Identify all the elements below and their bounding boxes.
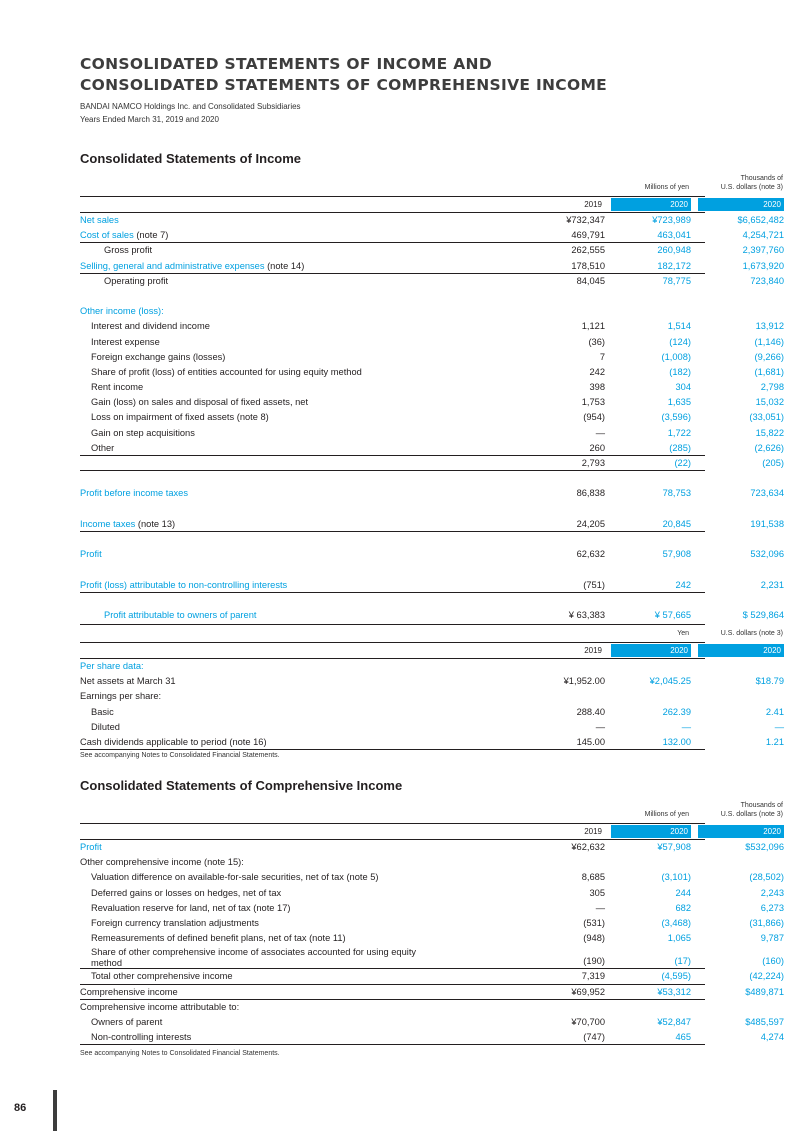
spacer — [80, 532, 705, 547]
table-row — [80, 274, 784, 289]
table-row — [80, 410, 784, 425]
value-2020-yen: ¥2,045.25 — [649, 676, 691, 687]
row-label: Profit — [80, 842, 102, 852]
value-2020-usd: 191,538 — [750, 518, 784, 529]
unit-millions-label: Millions of yen — [644, 811, 689, 818]
unit-usd-label: U.S. dollars (note 3) — [720, 630, 783, 638]
value-2020-yen: 242 — [675, 579, 691, 590]
value-2020-usd: 4,254,721 — [742, 230, 784, 241]
value-2019: (190) — [583, 956, 605, 967]
comprehensive-year-header — [80, 823, 781, 839]
value-2020-yen: (124) — [669, 336, 691, 347]
row-label: Per share data: — [80, 661, 144, 672]
year-2020-yen: 2020 — [611, 825, 691, 838]
value-2020-yen: ¥ 57,665 — [654, 609, 691, 620]
value-2019: 242 — [589, 366, 605, 377]
value-2020-yen: 78,775 — [662, 275, 691, 286]
value-2020-yen: (4,595) — [661, 971, 691, 982]
value-2019: (751) — [583, 579, 605, 590]
row-label — [80, 517, 175, 532]
value-2019: (747) — [583, 1032, 605, 1043]
value-2020-yen: ¥57,908 — [657, 842, 691, 852]
value-2020-usd: $6,652,482 — [737, 215, 784, 225]
value-2020-yen: (285) — [669, 442, 691, 453]
value-2019: ¥732,347 — [566, 215, 605, 225]
income-year-header — [80, 196, 781, 212]
value-2020-yen: 132.00 — [662, 737, 691, 747]
table-row — [80, 380, 784, 395]
value-2019: 305 — [589, 887, 605, 898]
value-2020-yen: 1,722 — [667, 427, 691, 438]
table-row — [80, 735, 784, 750]
income-section-title: Consolidated Statements of Income — [80, 151, 302, 166]
table-row — [80, 855, 705, 870]
row-label: Other comprehensive income (note 15): — [80, 857, 244, 868]
value-2019: 2,793 — [581, 458, 605, 468]
value-2020-usd: $485,597 — [745, 1016, 784, 1027]
row-label: Basic — [91, 706, 114, 717]
value-2019: — — [595, 427, 605, 438]
value-2019: (531) — [583, 917, 605, 928]
value-2020-usd: (31,866) — [749, 917, 784, 928]
value-2019: ¥1,952.00 — [563, 676, 605, 687]
row-label: Profit — [80, 549, 102, 560]
comprehensive-section-title: Consolidated Statements of Comprehensive Income — [80, 778, 403, 793]
table-row — [80, 441, 784, 456]
row-label: Comprehensive income — [80, 986, 178, 997]
row-label: Interest and dividend income — [91, 321, 210, 332]
row-label: Gain on step acquisitions — [91, 427, 195, 438]
value-2019: 7,319 — [581, 971, 605, 982]
value-2020-usd: $ 529,864 — [742, 609, 784, 620]
row-label: Foreign currency translation adjustments — [91, 917, 259, 928]
table-row — [80, 705, 784, 720]
footnote: See accompanying Notes to Consolidated Financial Statements. — [80, 752, 280, 759]
value-2020-yen: (3,101) — [661, 872, 691, 883]
row-label: Total other comprehensive income — [91, 971, 233, 982]
value-2020-usd: (205) — [762, 458, 784, 468]
table-row — [80, 517, 784, 532]
row-label: Other — [91, 442, 115, 453]
value-2020-usd: 2,243 — [760, 887, 784, 898]
value-2019: 178,510 — [571, 260, 605, 271]
row-label: Net sales — [80, 215, 119, 225]
value-2020-usd: 4,274 — [760, 1032, 784, 1043]
table-row — [80, 335, 784, 350]
value-2020-usd: 15,822 — [755, 427, 784, 438]
value-2020-yen: ¥723,989 — [652, 215, 691, 225]
table-row — [80, 365, 784, 380]
value-2020-usd: 723,840 — [750, 275, 784, 286]
value-2019: 84,045 — [576, 275, 605, 286]
title-line-2: CONSOLIDATED STATEMENTS OF COMPREHENSIVE INCOME — [80, 76, 608, 94]
value-2019: ¥70,700 — [571, 1016, 605, 1027]
row-label: Operating profit — [104, 275, 169, 286]
table-row — [80, 304, 705, 319]
year-2020-yen: 2020 — [611, 644, 691, 657]
table-row — [80, 946, 784, 969]
unit-thousands-line2: U.S. dollars (note 3) — [720, 811, 783, 818]
row-label — [80, 228, 168, 243]
spacer — [80, 562, 705, 577]
table-row — [80, 578, 784, 593]
row-label: Revaluation reserve for land, net of tax (note 17) — [91, 902, 291, 913]
value-2020-usd: (9,266) — [754, 351, 784, 362]
row-label: Interest expense — [91, 336, 160, 347]
value-2020-usd: (1,681) — [754, 366, 784, 377]
value-2020-yen: — — [681, 721, 691, 732]
value-2020-yen: 182,172 — [657, 260, 691, 271]
value-2019: 8,685 — [581, 872, 605, 883]
table-row — [80, 319, 784, 334]
row-label — [80, 259, 304, 274]
value-2020-usd: 6,273 — [760, 902, 784, 913]
value-2020-yen: 465 — [675, 1032, 691, 1043]
row-label: Comprehensive income attributable to: — [80, 1001, 240, 1012]
value-2019: 469,791 — [571, 230, 605, 241]
row-label: Share of other comprehensive income of associates accounted for using equity method — [91, 947, 417, 969]
value-2019: (36) — [588, 336, 605, 347]
value-2020-yen: (22) — [674, 458, 691, 468]
per-share-year-header — [80, 642, 781, 658]
value-2019: 24,205 — [576, 518, 605, 529]
company-name: BANDAI NAMCO Holdings Inc. and Consolidated Subsidiaries — [80, 102, 301, 111]
row-label: Valuation difference on available-for-sale securities, net of tax (note 5) — [91, 872, 379, 883]
year-2019: 2019 — [527, 825, 605, 838]
row-label: Non-controlling interests — [91, 1032, 192, 1043]
title-line-1: CONSOLIDATED STATEMENTS OF INCOME AND — [80, 55, 492, 73]
row-label: Net assets at March 31 — [80, 676, 176, 687]
value-2020-yen: 1,065 — [667, 933, 691, 944]
value-2019: ¥62,632 — [571, 842, 605, 852]
row-label-note: (note 13) — [135, 518, 176, 529]
value-2020-yen: (3,596) — [661, 412, 691, 423]
value-2019: 62,632 — [576, 549, 605, 560]
row-label: Earnings per share: — [80, 691, 162, 702]
value-2019: — — [595, 902, 605, 913]
value-2019: 398 — [589, 382, 605, 393]
value-2019: — — [595, 721, 605, 732]
table-row — [80, 931, 784, 946]
income-table — [80, 158, 784, 750]
table-row — [80, 720, 784, 735]
table-row — [80, 916, 784, 931]
per-share-unit-header — [80, 626, 783, 640]
value-2020-usd: 723,634 — [750, 488, 784, 499]
unit-thousands-line1: Thousands of — [740, 802, 783, 809]
page-title — [80, 54, 607, 96]
row-label-text: Income taxes — [80, 518, 136, 529]
table-row — [80, 985, 784, 1000]
value-2019: 145.00 — [576, 737, 605, 747]
page-bar — [53, 1090, 57, 1131]
row-label: Profit before income taxes — [80, 488, 188, 499]
comprehensive-unit-header — [80, 785, 783, 821]
table-row — [80, 674, 784, 689]
income-unit-header — [80, 158, 783, 194]
row-label: Gain (loss) on sales and disposal of fixed assets, net — [91, 397, 309, 408]
value-2020-usd: 2,397,760 — [742, 245, 784, 256]
value-2020-usd: 15,032 — [755, 397, 784, 408]
value-2019: 288.40 — [576, 706, 605, 717]
value-2020-usd: $532,096 — [745, 842, 784, 852]
value-2020-yen: 78,753 — [662, 488, 691, 499]
year-2019: 2019 — [527, 644, 605, 657]
value-2020-usd: (2,626) — [754, 442, 784, 453]
value-2020-usd: 1,673,920 — [742, 260, 784, 271]
value-2020-yen: 244 — [675, 887, 691, 898]
year-2019: 2019 — [527, 198, 605, 211]
value-2020-yen: 1,635 — [667, 397, 691, 408]
row-label-note: (note 14) — [264, 260, 305, 271]
value-2020-usd: 1.21 — [765, 737, 784, 747]
value-2020-usd: (1,146) — [754, 336, 784, 347]
value-2020-yen: (3,468) — [661, 917, 691, 928]
row-label-note: (note 7) — [133, 230, 169, 241]
value-2020-usd: $489,871 — [745, 986, 784, 997]
value-2019: 262,555 — [571, 245, 605, 256]
value-2019: (948) — [583, 933, 605, 944]
unit-thousands-label — [694, 174, 783, 192]
table-row — [80, 228, 784, 243]
value-2019: 86,838 — [576, 488, 605, 499]
value-2020-usd: (28,502) — [749, 872, 784, 883]
value-2020-yen: (1,008) — [661, 351, 691, 362]
value-2020-yen: 304 — [675, 382, 691, 393]
spacer — [80, 471, 705, 486]
row-label: Remeasurements of defined benefit plans, net of tax (note 11) — [91, 933, 346, 944]
row-label: Deferred gains or losses on hedges, net of tax — [91, 887, 282, 898]
period-text: Years Ended March 31, 2019 and 2020 — [80, 115, 219, 124]
row-label: Foreign exchange gains (losses) — [91, 351, 226, 362]
year-2020-usd: 2020 — [698, 198, 784, 211]
table-row — [80, 886, 784, 901]
value-2020-yen: 20,845 — [662, 518, 691, 529]
comprehensive-table — [80, 785, 784, 1045]
value-2019: 260 — [589, 442, 605, 453]
table-row — [80, 969, 784, 984]
table-row — [80, 901, 784, 916]
unit-thousands-line2: U.S. dollars (note 3) — [720, 184, 783, 191]
year-2020-usd: 2020 — [698, 644, 784, 657]
page-number: 86 — [14, 1102, 27, 1114]
unit-millions-label: Millions of yen — [644, 184, 689, 191]
value-2020-usd: — — [774, 721, 784, 732]
value-2020-usd: (160) — [762, 956, 784, 967]
value-2020-yen: 262.39 — [662, 706, 691, 717]
spacer — [80, 289, 705, 304]
value-2020-usd: (33,051) — [749, 412, 784, 423]
value-2020-usd: 532,096 — [750, 549, 784, 560]
value-2020-yen: ¥52,847 — [657, 1016, 691, 1027]
value-2020-usd: 2.41 — [765, 706, 784, 717]
table-row — [80, 840, 784, 855]
value-2020-usd: 13,912 — [755, 321, 784, 332]
table-row — [80, 350, 784, 365]
value-2020-yen: 682 — [675, 902, 691, 913]
table-row — [80, 689, 705, 704]
table-row-subtotal — [80, 456, 784, 471]
table-row — [80, 870, 784, 885]
unit-thousands-label — [694, 801, 783, 819]
value-2020-usd: (42,224) — [749, 971, 784, 982]
table-row — [80, 1030, 784, 1045]
table-row — [80, 1000, 705, 1015]
row-label: Profit (loss) attributable to non-controlling interests — [80, 579, 288, 590]
value-2020-usd: 2,798 — [760, 382, 784, 393]
row-label: Cash dividends applicable to period (note 16) — [80, 737, 267, 747]
row-label: Diluted — [91, 721, 120, 732]
row-label: Other income (loss): — [80, 306, 164, 317]
row-label: Rent income — [91, 382, 144, 393]
value-2020-usd: 2,231 — [760, 579, 784, 590]
value-2020-yen: 463,041 — [657, 230, 691, 241]
value-2020-yen: 260,948 — [657, 245, 691, 256]
unit-yen-label: Yen — [677, 630, 689, 638]
value-2019: ¥69,952 — [571, 986, 605, 997]
value-2019: 1,753 — [581, 397, 605, 408]
table-row — [80, 213, 784, 228]
value-2019: 1,121 — [581, 321, 605, 332]
value-2020-usd: $18.79 — [755, 676, 784, 687]
footnote: See accompanying Notes to Consolidated Financial Statements. — [80, 1050, 280, 1057]
table-row-total — [80, 608, 784, 623]
value-2020-yen: 1,514 — [667, 321, 691, 332]
value-2020-yen: ¥53,312 — [657, 986, 691, 997]
value-2020-yen: (182) — [669, 366, 691, 377]
row-label: Profit attributable to owners of parent — [104, 609, 257, 620]
row-label: Owners of parent — [91, 1016, 163, 1027]
table-row — [80, 395, 784, 410]
year-2020-usd: 2020 — [698, 825, 784, 838]
table-row — [80, 547, 784, 562]
value-2019: ¥ 63,383 — [568, 609, 605, 620]
row-label: Gross profit — [104, 245, 153, 256]
value-2020-yen: 57,908 — [662, 549, 691, 560]
spacer — [80, 502, 705, 517]
table-row — [80, 486, 784, 501]
table-row — [80, 659, 705, 674]
value-2019: (954) — [583, 412, 605, 423]
spacer — [80, 593, 705, 608]
row-label: Share of profit (loss) of entities accounted for using equity method — [91, 366, 362, 377]
row-label-text: Selling, general and administrative expenses — [80, 260, 265, 271]
row-label: Loss on impairment of fixed assets (note 8) — [91, 412, 269, 423]
unit-thousands-line1: Thousands of — [740, 175, 783, 182]
table-row — [80, 243, 784, 258]
table-row — [80, 1015, 784, 1030]
table-row — [80, 426, 784, 441]
value-2019: 7 — [599, 351, 605, 362]
table-row — [80, 259, 784, 274]
year-2020-yen: 2020 — [611, 198, 691, 211]
value-2020-yen: (17) — [674, 956, 691, 967]
value-2020-usd: 9,787 — [760, 933, 784, 944]
row-label-text: Cost of sales — [80, 230, 134, 241]
